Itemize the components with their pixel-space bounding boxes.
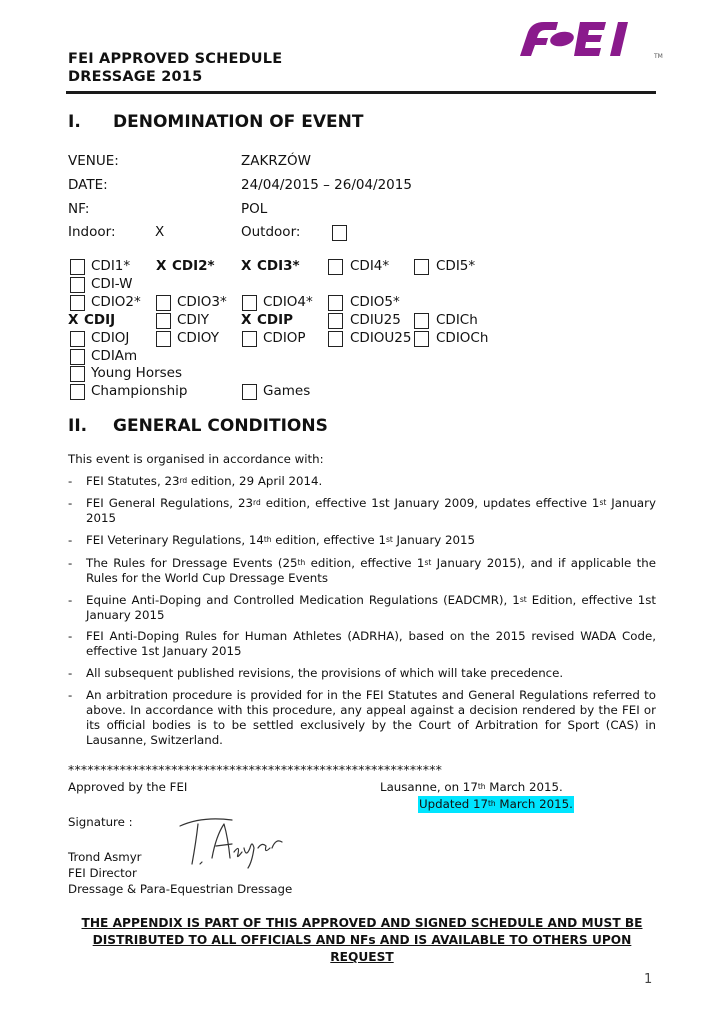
cdiu25-checkbox[interactable] — [328, 313, 343, 329]
list-bullet: - — [68, 688, 73, 702]
date-value: 24/04/2015 – 26/04/2015 — [241, 177, 412, 193]
section-1-title: DENOMINATION OF EVENT — [113, 112, 364, 132]
page-number: 1 — [644, 972, 653, 987]
bullet-dressage-rules: The Rules for Dressage Events (25th edition, effective 1st January 2015), and if applicable the Rules for the World Cup Dressage Events — [86, 556, 656, 585]
cdiou25-label: CDIOU25 — [350, 330, 412, 346]
cdiop-label: CDIOP — [263, 330, 306, 346]
games-label: Games — [263, 383, 311, 399]
signatory-name: Trond Asmyr — [68, 850, 142, 864]
indoor-mark: X — [155, 224, 165, 240]
cdioj-label: CDIOJ — [91, 330, 130, 346]
cdij-label: CDIJ — [84, 312, 116, 328]
cdio4-label: CDIO4* — [263, 294, 313, 310]
cdio3-checkbox[interactable] — [156, 295, 171, 311]
signatory-department: Dressage & Para-Equestrian Dressage — [68, 882, 293, 896]
list-bullet: - — [68, 593, 73, 607]
header-rule — [66, 91, 656, 94]
venue-label: VENUE: — [68, 153, 119, 169]
list-item — [68, 496, 656, 526]
cdi5-checkbox[interactable] — [414, 259, 429, 275]
list-item — [68, 474, 656, 489]
signature-icon — [172, 808, 298, 872]
updated-date: Updated 17th March 2015. — [419, 797, 573, 811]
cdio5-checkbox[interactable] — [328, 295, 343, 311]
bullet-eadcmr: Equine Anti-Doping and Controlled Medication Regulations (EADCMR), 1st Edition, effective 1st January 2015 — [86, 593, 656, 622]
bullet-adrha: FEI Anti-Doping Rules for Human Athletes (ADRHA), based on the 2015 revised WADA Code, effective 1st January 2015 — [86, 629, 656, 658]
cdiy-checkbox[interactable] — [156, 313, 171, 329]
cdioy-label: CDIOY — [177, 330, 219, 346]
games-checkbox[interactable] — [242, 384, 257, 400]
header-title-line2: DRESSAGE 2015 — [68, 69, 203, 85]
bullet-statutes: FEI Statutes, 23rd edition, 29 April 2014. — [86, 474, 323, 488]
cdi4-checkbox[interactable] — [328, 259, 343, 275]
cdiam-checkbox[interactable] — [70, 349, 85, 365]
bullet-general-regulations: FEI General Regulations, 23rd edition, effective 1st January 2009, updates effective 1st January 2015 — [86, 496, 656, 525]
list-bullet: - — [68, 496, 73, 510]
cdiw-label: CDI-W — [91, 276, 133, 292]
cdiw-checkbox[interactable] — [70, 277, 85, 293]
outdoor-label: Outdoor: — [241, 224, 301, 240]
cdip-checked-mark: X — [241, 312, 252, 328]
cdi3-label: CDI3* — [257, 258, 300, 274]
list-bullet: - — [68, 556, 73, 570]
section-2-title: GENERAL CONDITIONS — [113, 416, 328, 436]
cdioy-checkbox[interactable] — [156, 331, 171, 347]
venue-value: ZAKRZÓW — [241, 153, 311, 169]
handwritten-signature — [172, 808, 298, 872]
list-item — [68, 556, 656, 586]
list-item — [68, 629, 656, 659]
cdip-label: CDIP — [257, 312, 294, 328]
list-bullet: - — [68, 533, 73, 547]
lausanne-date: Lausanne, on 17th March 2015. — [380, 780, 563, 794]
cdio5-label: CDIO5* — [350, 294, 400, 310]
young-horses-checkbox[interactable] — [70, 366, 85, 382]
list-bullet: - — [68, 474, 73, 488]
list-bullet: - — [68, 629, 73, 643]
nf-value: POL — [241, 201, 268, 217]
cdio2-checkbox[interactable] — [70, 295, 85, 311]
outdoor-checkbox[interactable] — [332, 225, 347, 241]
cdi1-checkbox[interactable] — [70, 259, 85, 275]
section-1-number: I. — [68, 112, 81, 132]
indoor-label: Indoor: — [68, 224, 116, 240]
young-horses-label: Young Horses — [91, 365, 183, 381]
header-title-line1: FEI APPROVED SCHEDULE — [68, 51, 283, 67]
list-item — [68, 688, 656, 748]
document-header — [68, 50, 282, 86]
championship-checkbox[interactable] — [70, 384, 85, 400]
cdi2-label: CDI2* — [172, 258, 215, 274]
cdi3-checked-mark: X — [241, 258, 252, 274]
cdiou25-checkbox[interactable] — [328, 331, 343, 347]
cdi5-label: CDI5* — [436, 258, 476, 274]
cdi1-label: CDI1* — [91, 258, 131, 274]
date-label: DATE: — [68, 177, 108, 193]
cdi2-checked-mark: X — [156, 258, 167, 274]
cdich-label: CDICh — [436, 312, 478, 328]
appendix-notice: THE APPENDIX IS PART OF THIS APPROVED AND SIGNED SCHEDULE AND MUST BE DISTRIBUTED TO ALL OFFICIALS AND NFs AND IS AVAILABLE TO OTHERS UPON REQUEST — [81, 916, 643, 964]
cdio2-label: CDIO2* — [91, 294, 141, 310]
cdij-checked-mark: X — [68, 312, 79, 328]
nf-label: NF: — [68, 201, 90, 217]
approved-by: Approved by the FEI — [68, 780, 188, 794]
cdioch-checkbox[interactable] — [414, 331, 429, 347]
list-item — [68, 593, 656, 623]
bullet-revisions: All subsequent published revisions, the provisions of which will take precedence. — [86, 666, 564, 680]
cdioj-checkbox[interactable] — [70, 331, 85, 347]
cdiy-label: CDIY — [177, 312, 210, 328]
cdioch-label: CDIOCh — [436, 330, 489, 346]
signature-label: Signature : — [68, 815, 133, 829]
cdio4-checkbox[interactable] — [242, 295, 257, 311]
bullet-veterinary-regulations: FEI Veterinary Regulations, 14th edition, effective 1st January 2015 — [86, 533, 476, 547]
championship-label: Championship — [91, 383, 188, 399]
cdiop-checkbox[interactable] — [242, 331, 257, 347]
cdiu25-label: CDIU25 — [350, 312, 401, 328]
cdi4-label: CDI4* — [350, 258, 390, 274]
cdio3-label: CDIO3* — [177, 294, 227, 310]
trademark-mark: TM — [654, 53, 663, 60]
conditions-intro: This event is organised in accordance with: — [68, 452, 324, 466]
list-bullet: - — [68, 666, 73, 680]
section-2-number: II. — [68, 416, 88, 436]
fei-logo-icon — [518, 14, 666, 66]
signatory-role: FEI Director — [68, 866, 137, 880]
bullet-arbitration: An arbitration procedure is provided for in the FEI Statutes and General Regulations referred to above. In accordance with this procedure, any appeal against a decision rendered by the FEI or its official bodies is to be settled exclusively by the Court of Arbitration for Sport (CAS) in Lausanne, Switzerland. — [86, 688, 656, 747]
cdiam-label: CDIAm — [91, 348, 138, 364]
fei-logo — [518, 14, 666, 66]
cdich-checkbox[interactable] — [414, 313, 429, 329]
list-item — [68, 666, 656, 681]
list-item — [68, 533, 656, 548]
separator-stars: ********************************************************** — [68, 762, 443, 777]
